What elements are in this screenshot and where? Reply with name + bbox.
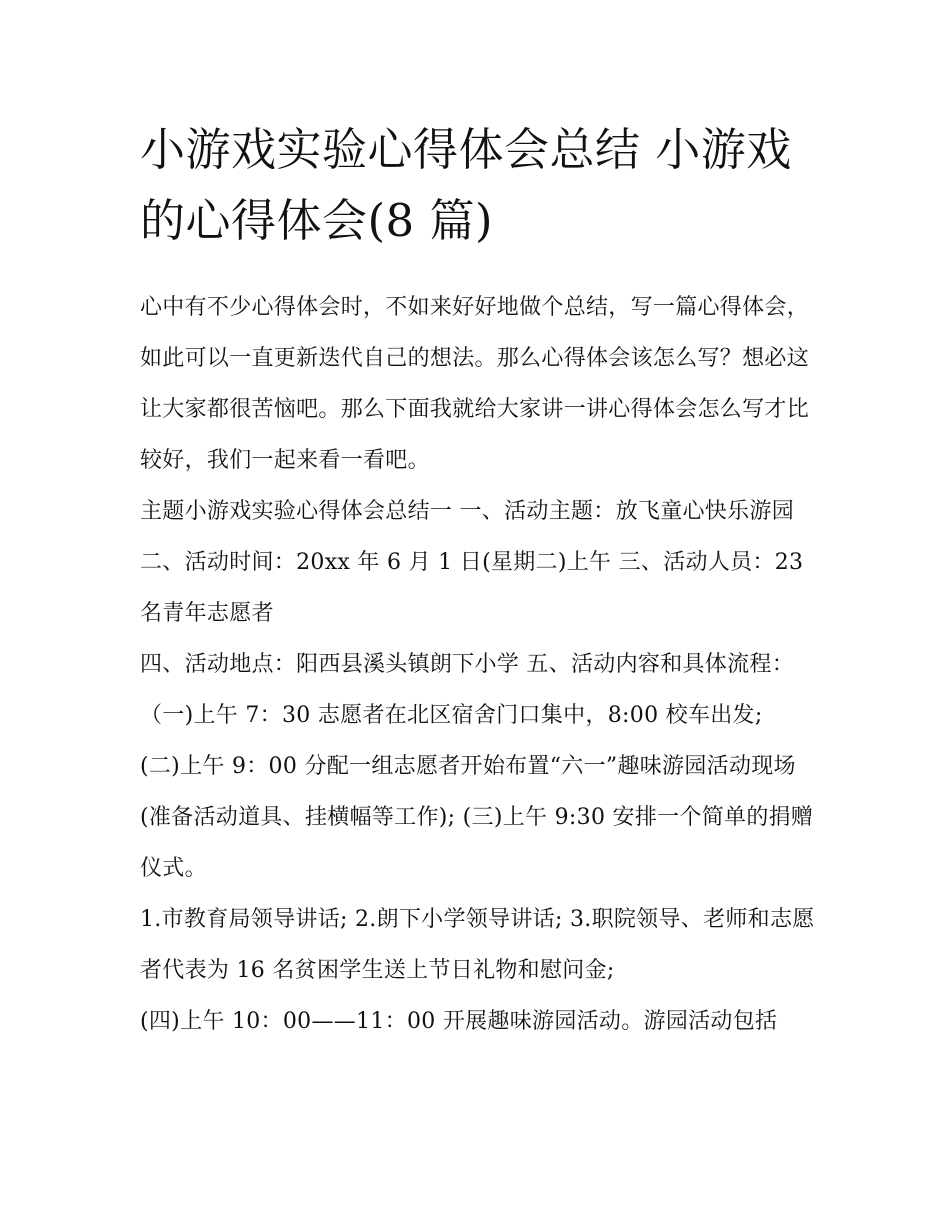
paragraph-setup-and-ceremony: (二)上午 9：00 分配一组志愿者开始布置“六一”趣味游园活动现场(准备活动道具、挂横幅等工作); (三)上午 9:30 安排一个简单的捐赠仪式。 (140, 754, 814, 881)
paragraph-speeches: 1.市教育局领导讲话; 2.朗下小学领导讲话; 3.职院领导、老师和志愿者代表为 16 名贫困学生送上节日礼物和慰问金; (140, 907, 815, 983)
paragraph-intro: 心中有不少心得体会时，不如来好好地做个总结，写一篇心得体会，如此可以一直更新迭代自己的想法。那么心得体会该怎么写？想必这让大家都很苦恼吧。那么下面我就给大家讲一讲心得体会怎么写才比较好，我们一起来看一看吧。 (140, 295, 810, 473)
paragraph-games: (四)上午 10：00——11：00 开展趣味游园活动。游园活动包括 (140, 1009, 778, 1034)
paragraph-activity-location: 四、活动地点：阳西县溪头镇朗下小学 五、活动内容和具体流程：（一)上午 7：30 志愿者在北区宿舍门口集中，8:00 校车出发; (140, 652, 794, 728)
paragraph-activity-theme: 主题小游戏实验心得体会总结一 一、活动主题：放飞童心快乐游园 二、活动时间：20xx 年 6 月 1 日(星期二)上午 三、活动人员：23 名青年志愿者 (140, 499, 804, 626)
document-body (140, 282, 816, 1047)
document-title: 小游戏实验心得体会总结 小游戏的心得体会(8 篇) (140, 123, 792, 247)
